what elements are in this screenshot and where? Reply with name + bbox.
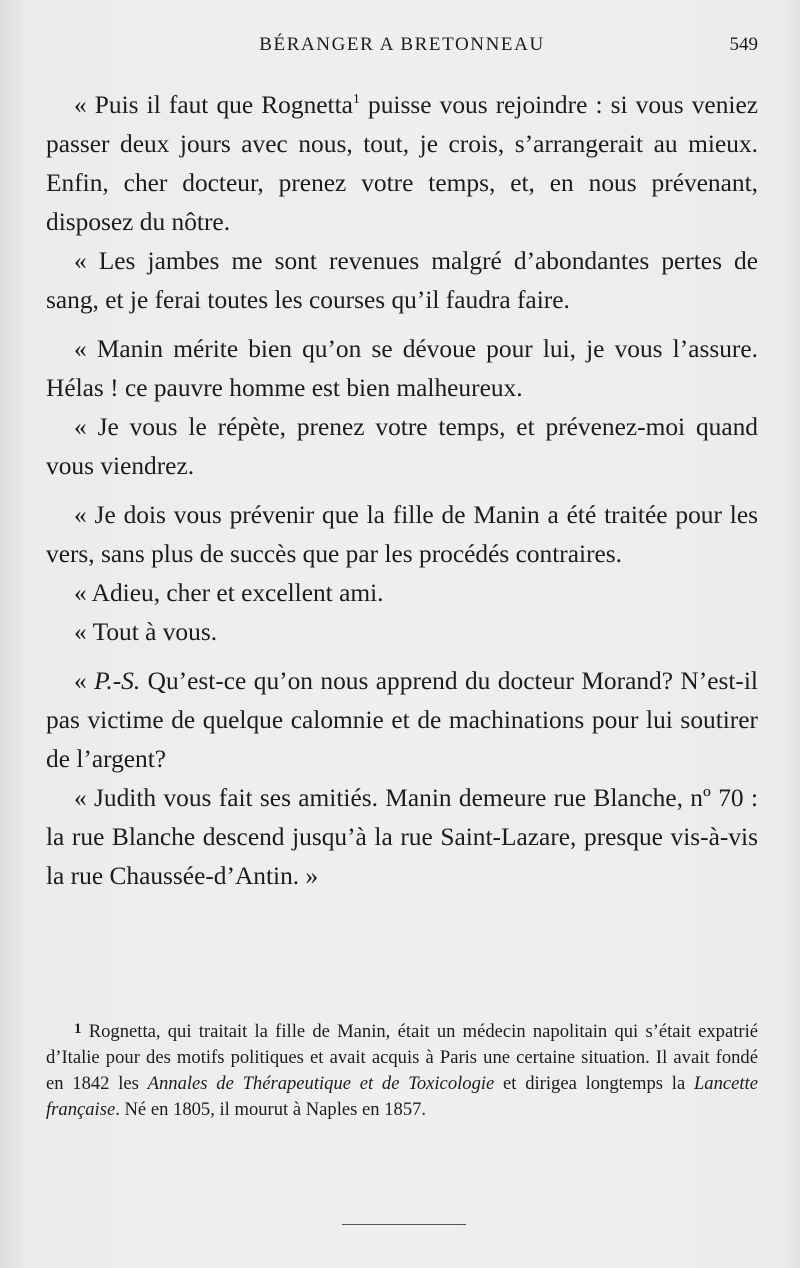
paragraph-1-text: « Puis il faut que Rognetta: [74, 91, 353, 119]
footnote-journal-title-2: Lancette française: [46, 1073, 758, 1120]
paragraph-3: « Manin mérite bien qu’on se dévoue pour lui, je vous l’assure. Hélas ! ce pauvre homme est bien malheureux.: [46, 335, 758, 402]
footnote-1: [46, 1016, 758, 1123]
footnote-text: Rognetta, qui traitait la fille de Manin, était un médecin napolitain qui s’était expatrié d’Italie pour des motifs politiques et avait acquis à Paris une certaine situation. Il avait fondé en 1842 les: [46, 1021, 758, 1094]
footnote-text-cont: et dirigea longtemps la: [494, 1073, 694, 1094]
running-title: BÉRANGER A BRETONNEAU: [259, 34, 545, 55]
paragraph-5: « Je dois vous prévenir que la fille de Manin a été traitée pour les vers, sans plus de succès que par les procédés contraires.: [46, 501, 758, 568]
paragraph-1: [46, 86, 758, 242]
paragraph-9: « Judith vous fait ses amitiés. Manin demeure rue Blanche, nº 70 : la rue Blanche descend jusqu’à la rue Saint-Lazare, presque vis-à-vis la rue Chaussée-d’Antin. »: [46, 784, 758, 890]
section-divider: [342, 1224, 466, 1225]
postscript-text: Qu’est-ce qu’on nous apprend du docteur Morand? N’est-il pas victime de quelque calomnie et de machinations pour lui soutirer de l’argent?: [46, 667, 758, 773]
paragraph-7: « Tout à vous.: [74, 618, 218, 646]
paragraph-6: « Adieu, cher et excellent ami.: [74, 579, 384, 607]
page-header: [46, 34, 758, 64]
paragraph-1-text-cont: puisse vous rejoindre : si vous veniez passer deux jours avec nous, tout, je crois, s’arrangerait au mieux. Enfin, cher docteur, prenez votre temps, et, en nous prévenant, disposez du nôtre.: [46, 91, 758, 236]
footnote-number: 1: [74, 1021, 82, 1037]
footnote-text-end: . Né en 1805, il mourut à Naples en 1857.: [115, 1099, 427, 1120]
footnotes: [46, 1016, 758, 1123]
paragraph-2: « Les jambes me sont revenues malgré d’abondantes pertes de sang, et je ferai toutes les courses qu’il faudra faire.: [46, 247, 758, 314]
paragraph-4: « Je vous le répète, prenez votre temps, et prévenez-moi quand vous viendrez.: [46, 413, 758, 480]
postscript-label: P.-S.: [94, 667, 141, 695]
letter-text: [46, 86, 758, 896]
postscript-lead: «: [74, 667, 95, 695]
footnote-reference[interactable]: 1: [352, 92, 360, 107]
paragraph-postscript: [46, 662, 758, 779]
page-number: 549: [729, 34, 758, 55]
footnote-journal-title: Annales de Thérapeutique et de Toxicologie: [147, 1073, 495, 1094]
